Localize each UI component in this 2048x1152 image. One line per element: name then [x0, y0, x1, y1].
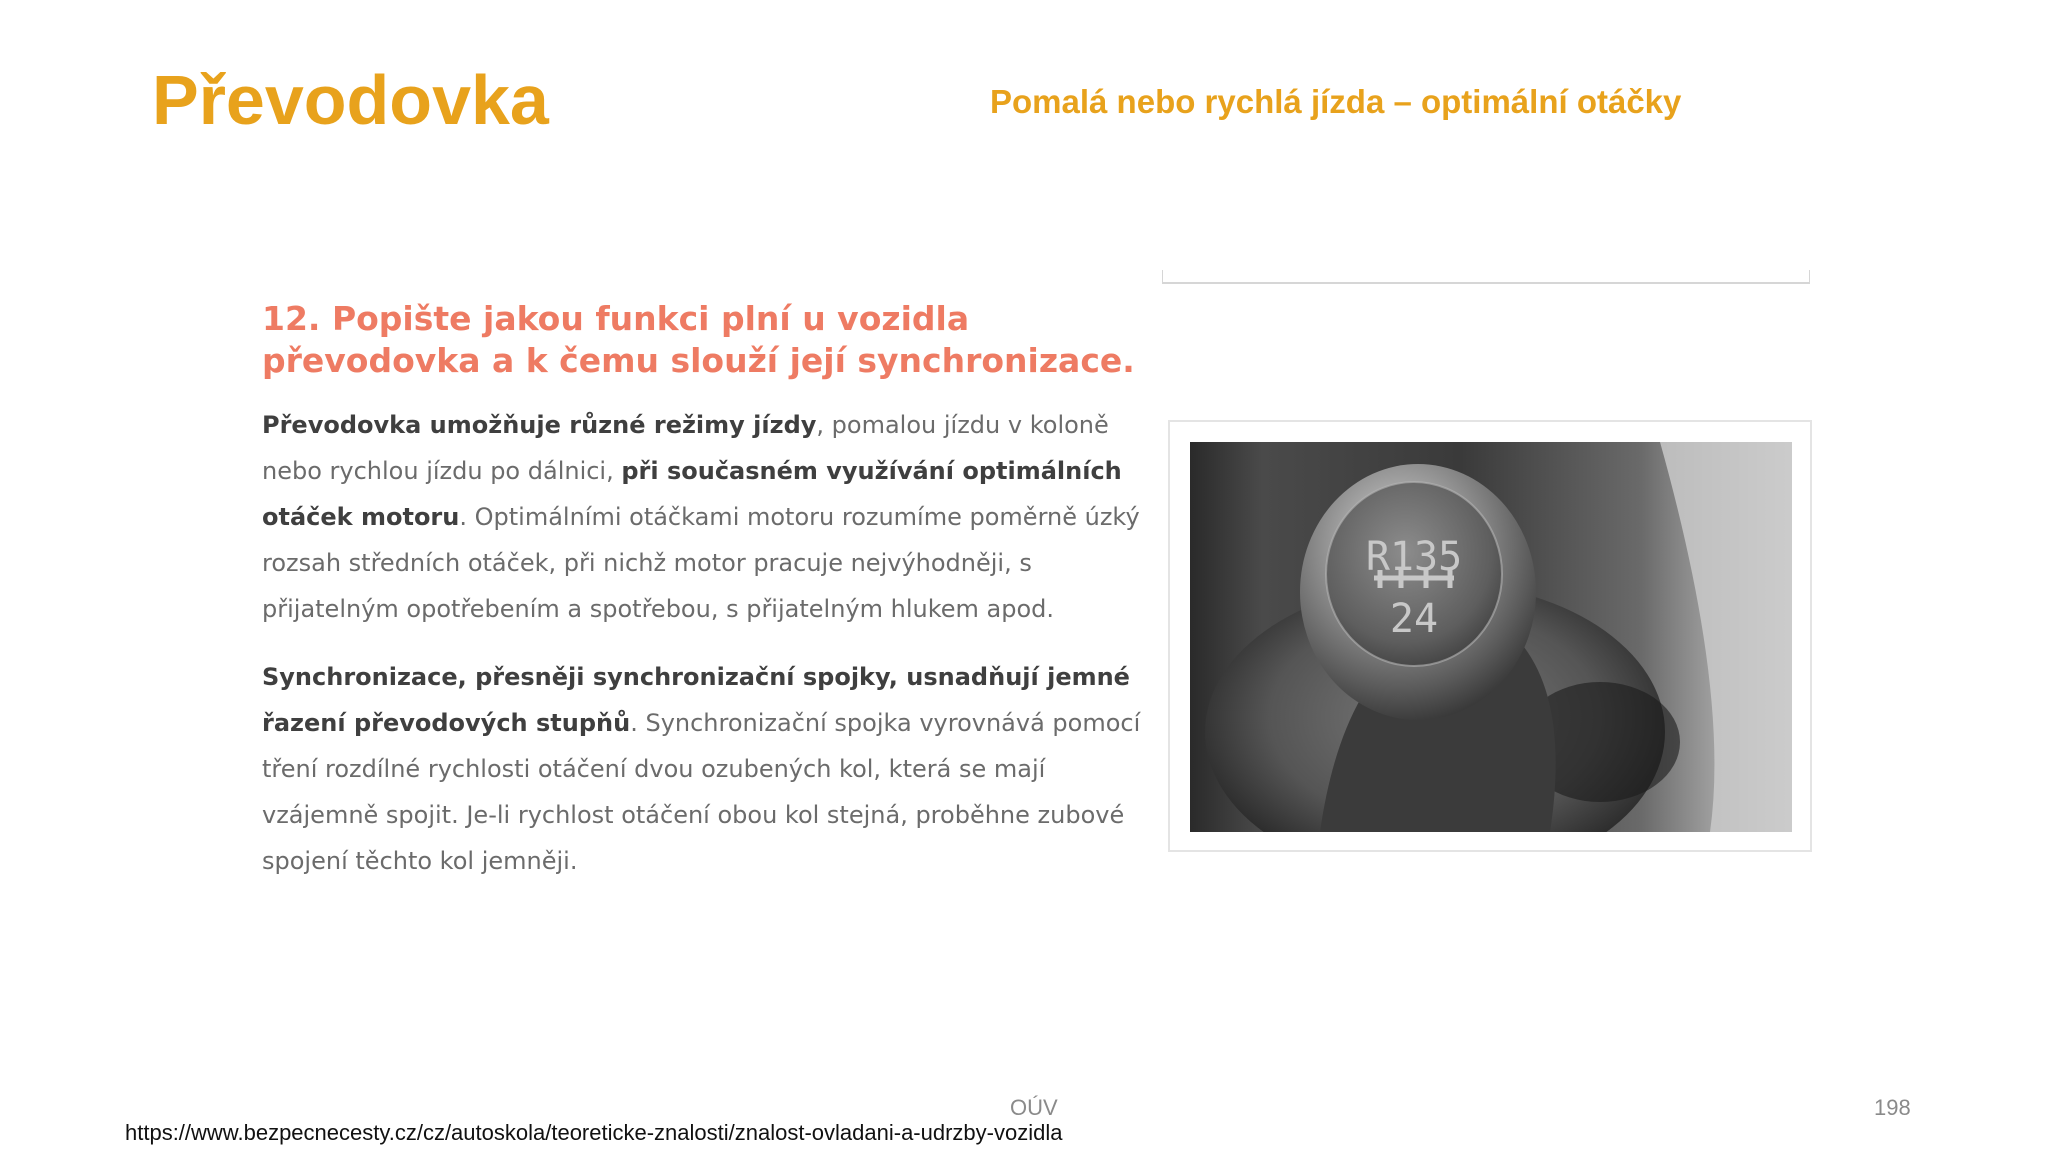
- paragraph-transmission: [262, 402, 1162, 632]
- slide-title: Převodovka: [152, 61, 549, 139]
- gear-knob-photo: [1190, 442, 1792, 832]
- question-line-2: převodovka a k čemu slouží její synchronizace.: [262, 341, 1135, 380]
- embedded-web-screenshot: [240, 270, 1820, 900]
- para1-bold-1: Převodovka umožňuje různé režimy jízdy: [262, 411, 817, 439]
- paragraph-synchronization: [262, 654, 1162, 884]
- footer-label: OÚV: [1010, 1095, 1058, 1120]
- gear-pattern-bottom: 24: [1389, 596, 1439, 642]
- para1-text-2: . Optimálními otáčkami motoru rozumíme poměrně úzký rozsah středních otáček, při nichž motor pracuje nejvýhodněji, s přijatelným opotřebením a spotřebou, s přijatelným hlukem apod.: [262, 503, 1140, 623]
- slide-subtitle: Pomalá nebo rychlá jízda – optimální otáčky: [990, 83, 1682, 120]
- question-heading: [262, 298, 1202, 382]
- para2-bold-1: Synchronizace, přesněji synchronizační spojky, usnadňují jemné řazení převodových stupňů: [262, 663, 1130, 737]
- gear-pattern-top: R135: [1365, 534, 1463, 580]
- para1-bold-2: při současném využívání optimálních otáček motoru: [262, 457, 1122, 531]
- page-number: 198: [1874, 1095, 1911, 1120]
- photo-frame: [1168, 420, 1812, 852]
- para2-text-1: . Synchronizační spojka vyrovnává pomocí tření rozdílné rychlosti otáčení dvou ozubených kol, která se mají vzájemně spojit. Je-li rychlost otáčení obou kol stejná, proběhne zubové spojení těchto kol jemněji.: [262, 709, 1141, 875]
- para1-text-1: , pomalou jízdu v koloně nebo rychlou jízdu po dálnici,: [262, 411, 1109, 485]
- question-line-1: 12. Popište jakou funkci plní u vozidla: [262, 299, 970, 338]
- divider: [1162, 270, 1810, 284]
- source-url[interactable]: https://www.bezpecnecesty.cz/cz/autoskola/teoreticke-znalosti/znalost-ovladani-a-udrzby-vozidla: [125, 1120, 1063, 1145]
